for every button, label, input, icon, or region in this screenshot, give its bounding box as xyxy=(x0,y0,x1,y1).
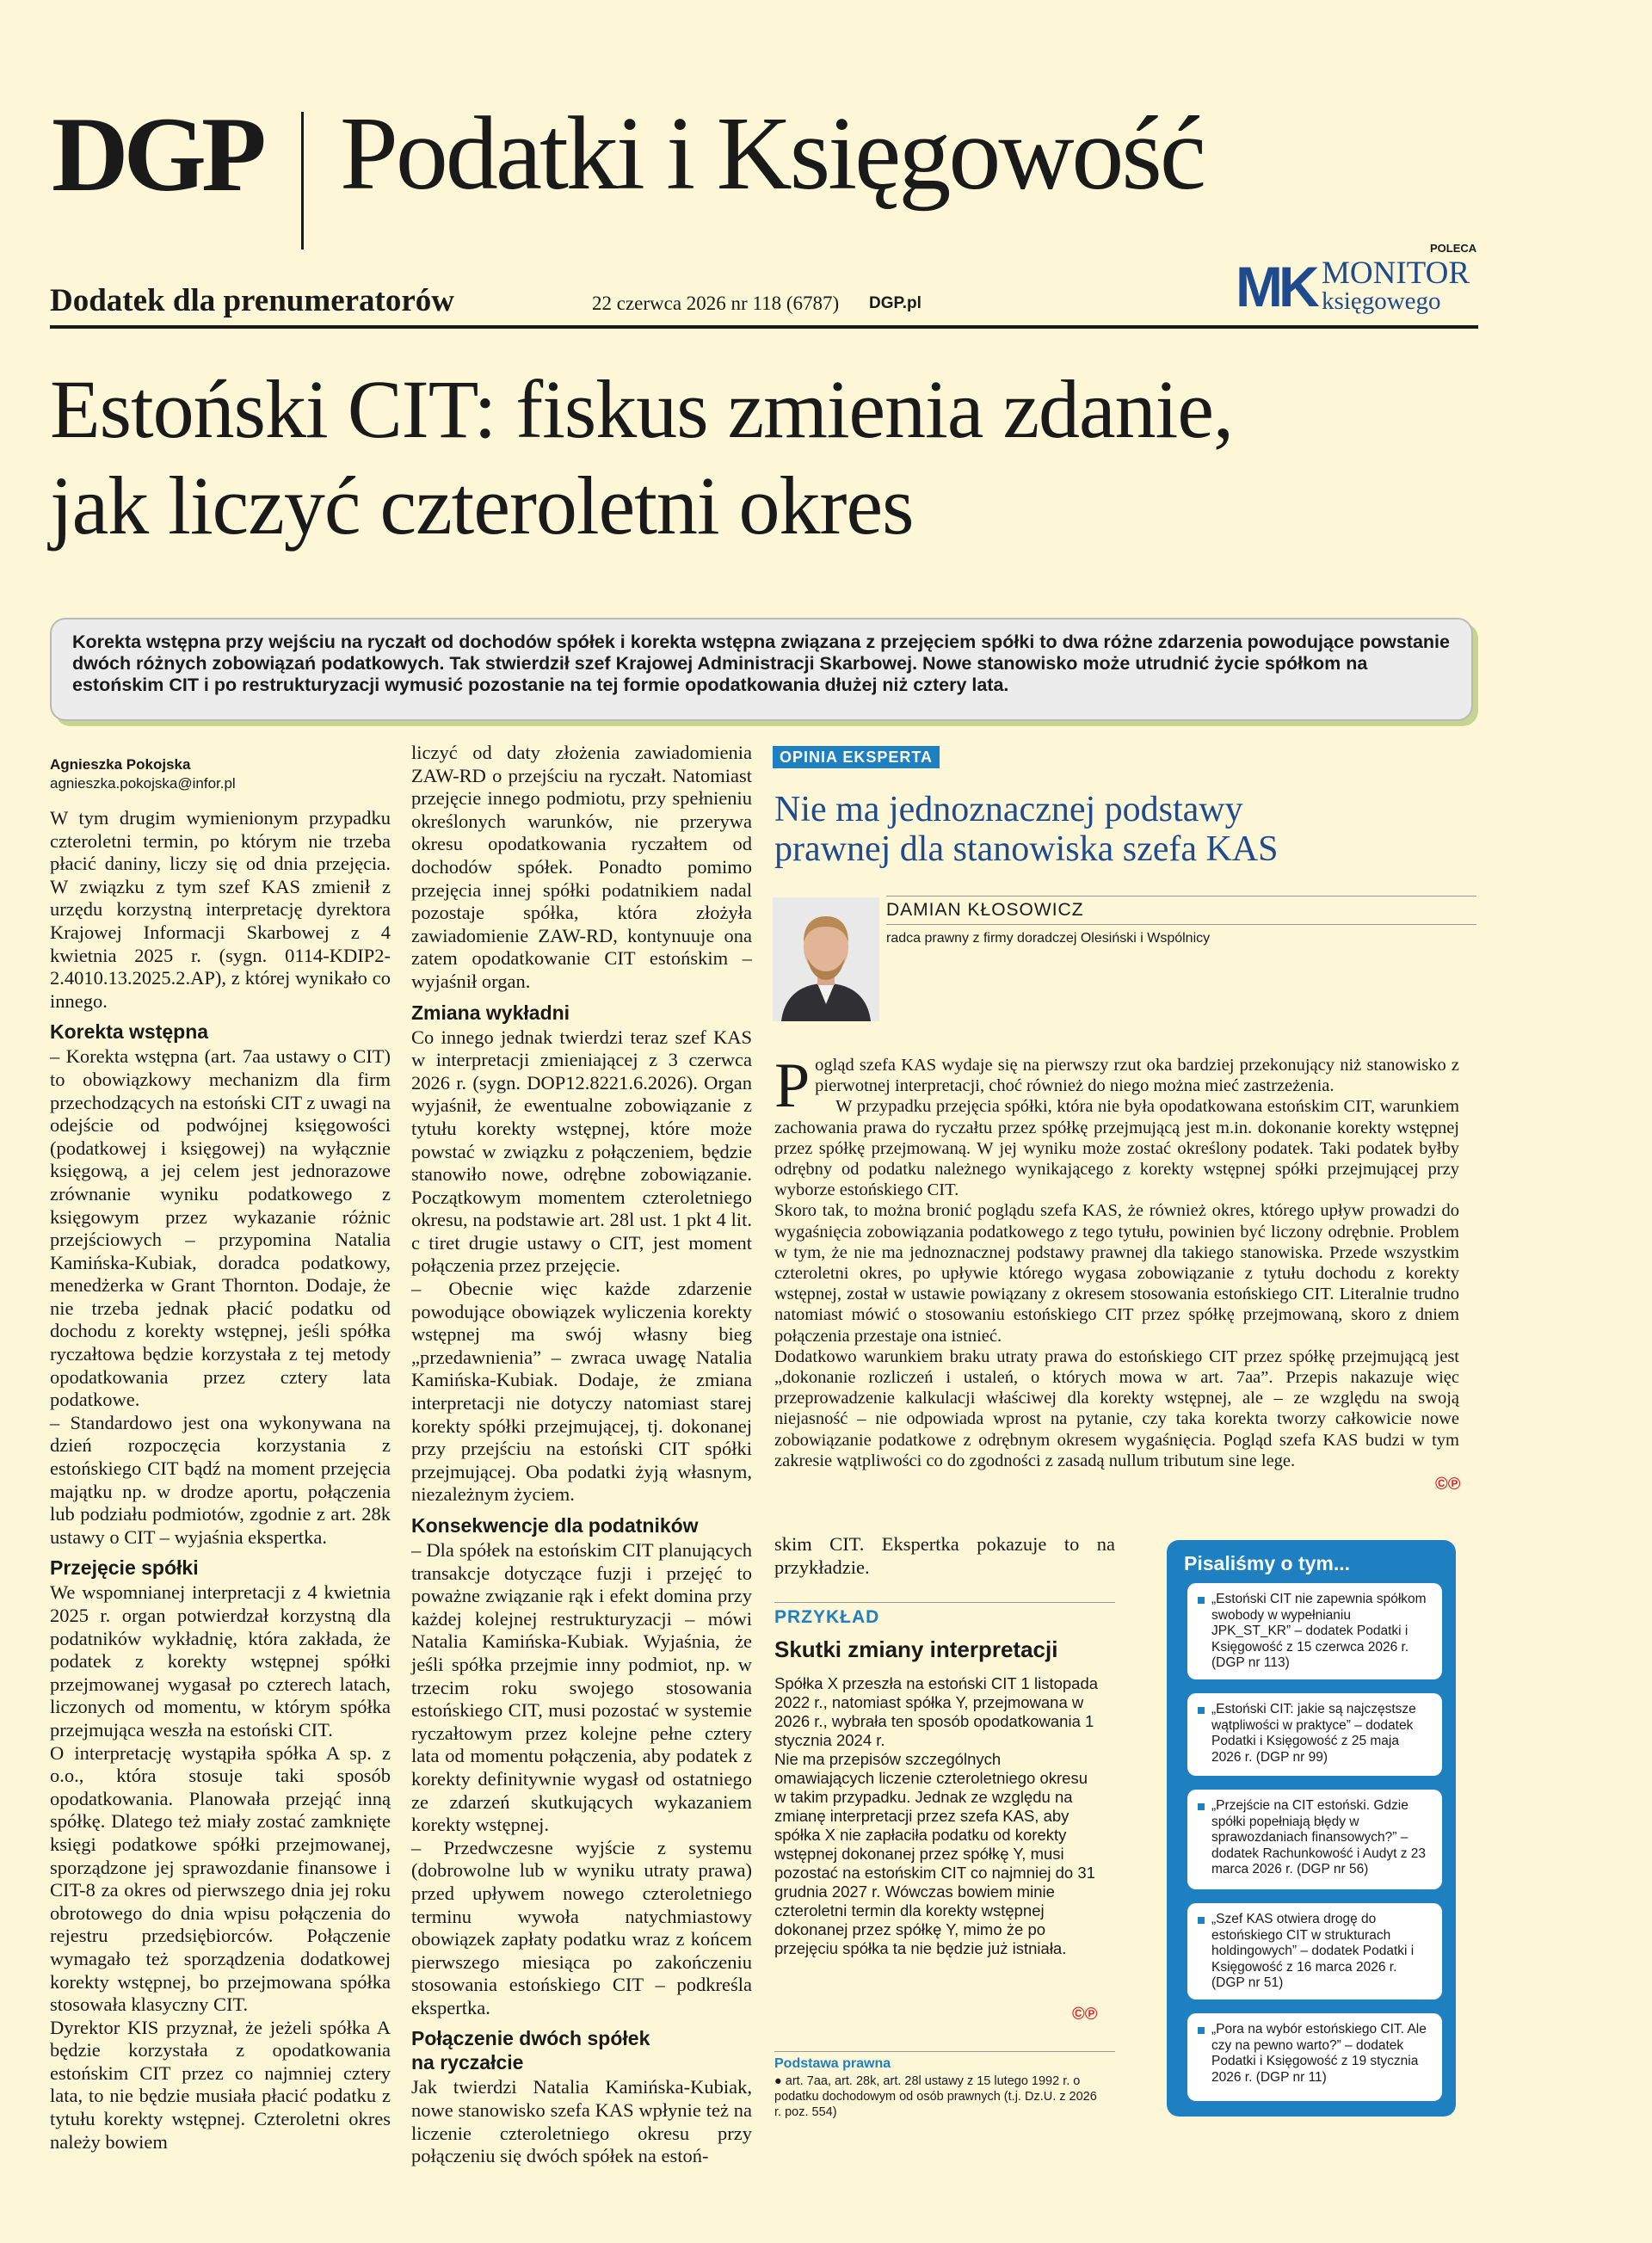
paragraph: Skoro tak, to można bronić poglądu szefa KAS, że również okres, którego upływ prowadzi do wygaśnięcia zobowiązania podatkowego z tego tytułu, powinien być liczony odrębnie. Problem w tym, że nie ma jednoznacznej podstawy prawnej dla takiego stanowiska. Przede wszystkim czteroletni okres, po upływie którego wygasa zobowiązanie z tytułu dochodu z korekty wstępnej, został w ustawie powiązany z okresem stosowania estońskiego CIT. Literalnie trudno natomiast mówić o stosowaniu estońskiego CIT przez spółkę przejmowaną, skoro z dniem połączenia przestaje ona istnieć. xyxy=(774,1201,1459,1346)
partner-logo-mark: MK xyxy=(1236,255,1316,318)
paragraph: We wspomnianej interpretacji z 4 kwietnia 2025 r. organ potwierdzał korzystną dla podatników wykładnię, która zakłada, że podatek z korekty wstępnej spółki przejmowanej wygasał po czterech latach, liczonych od momentu, w którym spółka przejmująca weszła na estoński CIT. xyxy=(50,1581,391,1741)
opinion-rule xyxy=(886,896,1476,897)
author-email[interactable]: agnieszka.pokojska@infor.pl xyxy=(50,775,236,792)
opinion-body xyxy=(774,1051,1459,1471)
article-headline xyxy=(50,361,1513,554)
paragraph: Jak twierdzi Natalia Kamińska-Kubiak, nowe stanowisko szefa KAS wpłynie też na liczenie czteroletniego okresu przy połączeniu się dwóch spółek na estoń- xyxy=(411,2076,752,2167)
expert-role: radca prawny z firmy doradczej Olesiński i Wspólnicy xyxy=(886,931,1211,946)
opinion-copyright: ©℗ xyxy=(1435,1475,1461,1494)
expert-portrait-icon xyxy=(773,897,879,1021)
paragraph: W przypadku przejęcia spółki, która nie była opodatkowana estońskim CIT, warunkiem zachowania prawa do ryczałtu przez spółkę przejmującą jest m.in. dokonanie korekty wstępnej przez spółkę przejmowaną. W jej wyniku może zostać określony podatek. Taki podatek byłby odrębny od podatku należnego wynikającego z korekty wstępnej spółki przejmującej przy wyborze estońskiego CIT. xyxy=(774,1097,1459,1200)
related-article-item[interactable]: „Estoński CIT: jakie są najczęstsze wątpliwości w praktyce” – dodatek Podatki i Księgowość z 25 maja 2026 r. (DGP nr 99) xyxy=(1187,1693,1442,1776)
paragraph: – Przedwczesne wyjście z systemu (dobrowolne lub w wyniku utraty prawa) przed upływem nowego czteroletniego terminu wywoła natychmiastowy obowiązek zapłaty podatku wraz z końcem pierwszego miesiąca po zakończeniu stosowania estońskiego CIT – podkreśla ekspertka. xyxy=(411,1836,752,2018)
paragraph: ogląd szefa KAS wydaje się na pierwszy rzut oka bardziej przekonujący niż stanowisko z pierwotnej interpretacji, choć również do niego można mieć zastrzeżenia. xyxy=(815,1056,1459,1096)
example-body xyxy=(774,1674,1101,1958)
masthead-rule xyxy=(50,325,1478,329)
opinion-tag-label: OPINIA EKSPERTA xyxy=(773,746,940,768)
article-column-2 xyxy=(411,742,752,2168)
paragraph: Dodatkowo warunkiem braku utraty prawa do estońskiego CIT przez spółkę przejmującą jest „dokonanie rozliczeń i ustaleń, o których mowa w art. 7aa”. Przepis nakazuje więc przeprowadzenie kalkulacji właściwej dla korekty wstępnej, ale – ze względu na swoją niejasność – nie odpowiada wprost na pytanie, czy taka korekta tworzy całkowicie nowe zobowiązanie podatkowe z odrębnym okresem wygaśnięcia. Pogląd szefa KAS budzi w tym zakresie wątpliwości co do zgodności z zasadą nullum tributum sine lege. xyxy=(774,1346,1459,1470)
legal-basis-text: ● art. 7aa, art. 28k, art. 28l ustawy z 15 lutego 1992 r. o podatku dochodowym od osób prawnych (t.j. Dz.U. z 2026 r. poz. 554) xyxy=(774,2074,1097,2119)
legal-basis-label: Podstawa prawna xyxy=(774,2056,891,2071)
opinion-title-line-2: prawnej dla stanowiska szefa KAS xyxy=(774,829,1279,869)
paragraph: – Dla spółek na estońskim CIT planujących transakcje dotyczące fuzji i przejęć to poważne związanie rąk i efekt domina przy każdej kolejnej restrukturyzacji – mówi Natalia Kamińska-Kubiak. Wyjaśnia, że jeśli spółka przejmie inny podmiot, np. w trzecim roku swojego stosowania estońskiego CIT, musi pozostać w systemie ryczałtowym przez kolejne pełne cztery lata od momentu połączenia, aby podatek z korekty definitywnie wygasł od ostatniego ze zdarzeń skutkujących wykazaniem korekty wstępnej. xyxy=(411,1539,752,1836)
example-copyright: ©℗ xyxy=(1072,2005,1098,2024)
related-article-item[interactable]: „Szef KAS otwiera drogę do estońskiego CIT w strukturach holdingowych” – dodatek Podatki i Księgowość z 16 marca 2026 r. (DGP nr 51) xyxy=(1187,1903,1442,2000)
subheading: Korekta wstępna xyxy=(50,1020,209,1044)
paragraph: – Standardowo jest ona wykonywana na dzień rozpoczęcia korzystania z estońskiego CIT bądź na moment przejęcia majątku np. w drodze aportu, połączenia lub podziału podmiotów, zgodnie z art. 28k ustawy o CIT – wyjaśnia ekspertka. xyxy=(50,1411,391,1548)
supplement-subtitle: Dodatek dla prenumeratorów xyxy=(50,283,455,318)
subheading: Zmiana wykładni xyxy=(411,1001,570,1024)
partner-label: POLECA xyxy=(1430,242,1477,255)
issue-info: 22 czerwca 2026 nr 118 (6787) xyxy=(592,293,840,314)
opinion-tag xyxy=(773,749,940,767)
dropcap: P xyxy=(774,1051,811,1121)
opinion-title-line-1: Nie ma jednoznacznej podstawy xyxy=(774,790,1243,829)
article-column-3 xyxy=(774,1533,1115,1579)
related-article-item[interactable]: „Przejście na CIT estoński. Gdzie spółki popełniają błędy w sprawozdaniach finansowych?” – dodatek Rachunkowość i Audyt z 23 marca 2026 r. (DGP nr 56) xyxy=(1187,1790,1442,1889)
paragraph: Co innego jednak twierdzi teraz szef KAS w interpretacji zmieniającej z 3 czerwca 2026 r. (sygn. DOP12.8221.6.2026). Organ wyjaśnił, że ewentualne zobowiązanie z tytułu korekty wstępnej, które może powstać w związku z połączeniem, będzie stanowiło nowe, odrębne zobowiązanie. Początkowym momentem czteroletniego okresu, na podstawie art. 28l ust. 1 pkt 4 lit. c tiret drugie ustawy o CIT, jest moment połączenia przez przejęcie. xyxy=(411,1026,752,1277)
headline-line-2: jak liczyć czteroletni okres xyxy=(50,459,914,552)
expert-photo xyxy=(773,897,879,1021)
subheading xyxy=(411,2026,752,2074)
paragraph: skim CIT. Ekspertka pokazuje to na przykładzie. xyxy=(774,1533,1115,1578)
subheading: Przejęcie spółki xyxy=(50,1556,199,1580)
masthead-divider xyxy=(301,112,304,250)
example-paragraph: Nie ma przepisów szczególnych omawiających liczenie czteroletniego okresu w takim przypadku. Jednak ze względu na zmianę interpretacji przez szefa KAS, aby spółka X nie zapłaciła podatku od korekty wstępnej dokonanej przez spółkę Y, musi pozostać na estońskim CIT co najmniej do 31 grudnia 2027 r. Wówczas bowiem minie czteroletni termin dla korekty wstępnej dokonanej przez spółkę Y, mimo że po przejęciu spółka ta nie będzie już istniała. xyxy=(774,1750,1095,1957)
related-articles-title: Pisaliśmy o tym... xyxy=(1184,1552,1351,1574)
partner-name-line1: MONITOR xyxy=(1322,256,1470,291)
subheading-line-1: Połączenie dwóch spółek xyxy=(411,2027,650,2050)
brand-logo: DGP xyxy=(52,96,262,213)
legal-rule xyxy=(774,2051,1115,2052)
opinion-title xyxy=(774,790,1463,869)
example-title: Skutki zmiany interpretacji xyxy=(774,1636,1058,1662)
partner-name-line2: księgowego xyxy=(1322,287,1441,315)
opinion-rule xyxy=(886,924,1476,925)
paragraph: Dyrektor KIS przyznał, że jeżeli spółka A będzie korzystała z opodatkowania estońskim CIT przez co najmniej cztery lata, to nie będzie musiała płacić podatku z tytułu korekty wstępnej. Czteroletni okres należy bowiem xyxy=(50,2016,391,2153)
related-article-item[interactable]: „Estoński CIT nie zapewnia spółkom swobody w wypełnianiu JPK_ST_KR” – dodatek Podatki i Księgowość z 15 czerwca 2026 r. (DGP nr 113) xyxy=(1187,1583,1442,1679)
article-lead: Korekta wstępna przy wejściu na ryczałt od dochodów spółek i korekta wstępna związana z przejęciem spółki to dwa różne zdarzenia powodujące powstanie dwóch różnych zobowiązań podatkowych. Tak stwierdził szef Krajowej Administracji Skarbowej. Nowe stanowisko może utrudnić życie spółkom na estońskim CIT i po restrukturyzacji wymusić pozostanie na tej formie opodatkowania dłużej niż cztery lata. xyxy=(50,618,1473,721)
paragraph: W tym drugim wymienionym przypadku czteroletni termin, po którym nie trzeba płacić daniny, liczy się od dnia przejęcia. W związku z tym szef KAS zmienił z urzędu korzystną interpretację dyrektora Krajowej Informacji Skarbowej z 4 kwietnia 2025 r. (sygn. 0114-KDIP2-2.4010.13.2025.2.AP), z której wynikało co innego. xyxy=(50,807,391,1012)
headline-line-1: Estoński CIT: fiskus zmienia zdanie, xyxy=(50,363,1233,455)
article-column-1 xyxy=(50,755,391,2154)
related-article-item[interactable]: „Pora na wybór estońskiego CIT. Ale czy na pewno warto?” – dodatek Podatki i Księgowość z 19 stycznia 2026 r. (DGP nr 11) xyxy=(1187,2013,1442,2101)
paragraph: liczyć od daty złożenia zawiadomienia ZAW-RD o przejściu na ryczałt. Natomiast przejęcie innego podmiotu, przy spełnieniu określonych warunków, nie przerywa okresu opodatkowania ryczałtem od dochodów spółek. Ponadto pomimo przejęcia innej spółki podatnikiem nadal pozostaje spółka, która złożyła zawiadomienie ZAW-RD, kontynuuje ona zatem opodatkowanie CIT estońskim – wyjaśnił organ. xyxy=(411,742,752,992)
example-label: PRZYKŁAD xyxy=(774,1607,880,1627)
author-name: Agnieszka Pokojska xyxy=(50,756,191,773)
section-title: Podatki i Księgowość xyxy=(340,96,1205,212)
subheading: Konsekwencje dla podatników xyxy=(411,1514,699,1537)
subheading-line-2: na ryczałcie xyxy=(411,2051,524,2074)
site-link[interactable]: DGP.pl xyxy=(869,294,922,312)
paragraph: – Obecnie więc każde zdarzenie powodujące obowiązek wyliczenia korekty wstępnej ma swój własny bieg „przedawnienia” – zwraca uwagę Natalia Kamińska-Kubiak. Dodaje, że zmiana interpretacji nie dotyczy natomiast starej korekty spółki przejmującej, tj. dokonanej przy przejściu na estoński CIT spółki przejmującej. Oba podatki żyją własnym, niezależnym życiem. xyxy=(411,1278,752,1506)
example-rule xyxy=(774,1602,1115,1603)
example-paragraph: Spółka X przeszła na estoński CIT 1 listopada 2022 r., natomiast spółka Y, przejmowana w 2026 r., wybrała ten sposób opodatkowania 1 stycznia 2024 r. xyxy=(774,1674,1099,1749)
paragraph: O interpretację wystąpiła spółka A sp. z o.o., która stosuje taki sposób opodatkowania. Planowała przejąć inną spółkę. Dlatego też miały zostać zamknięte księgi podatkowe spółki przejmowanej, sporządzone jej sprawozdanie finansowe i CIT-8 za okres od pierwszego dnia jej roku obrotowego do dnia wpisu połączenia do rejestru przedsiębiorców. Połączenie wymagało też sporządzenia dodatkowej korekty wstępnej, bo przejmowana spółka stosowała klasyczny CIT. xyxy=(50,1741,391,2016)
paragraph: – Korekta wstępna (art. 7aa ustawy o CIT) to obowiązkowy mechanizm dla firm przechodzących na estoński CIT z uwagi na odejście od podwójnej księgowości (podatkowej i księgowej) na wyłącznie księgową, a jej celem jest jednorazowe zrównanie wyniku podatkowego z księgowym przez wykazanie różnic przejściowych – przypomina Natalia Kamińska-Kubiak, doradca podatkowy, menedżerka w Grant Thornton. Dodaje, że nie trzeba jednak płacić podatku od dochodu z korekty wstępnej, jeśli spółka ryczałtowa będzie korzystała z tej metody opodatkowania przez cztery lata podatkowe. xyxy=(50,1045,391,1411)
expert-name: DAMIAN KŁOSOWICZ xyxy=(886,900,1084,920)
